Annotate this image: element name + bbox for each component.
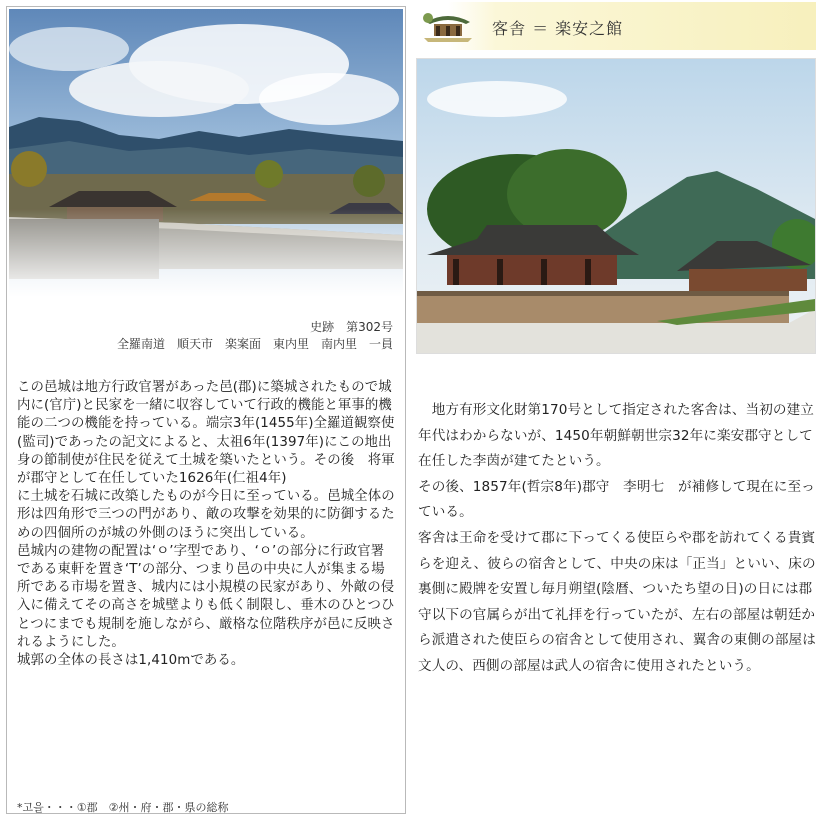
- left-paragraph: 邑城内の建物の配置は‘ㅇ’字型であり、‘ㅇ’の部分に行政官署である東軒を置き‘T’の部分、つまり邑の中央に人が集まる場所である市場を置き、城内には小規模の民家があり、外敵の侵入に備えてその高さを城壁よりも低く制限し、垂木のひとつひとつにまでも規制を施しながら、厳格な位階秩序が邑に反映されるようにした。: [17, 543, 395, 650]
- fortress-town-illustration: [9, 9, 403, 297]
- caption-location: 全羅南道 順天市 楽案面 東内里 南内里 一員: [116, 337, 393, 351]
- caption-heritage-number: 史跡 第302号: [310, 320, 393, 334]
- left-paragraph: に土城を石城に改築したものが今日に至っている。邑城全体の形は四角形で三つの門があり、敵の攻撃を効果的に防御するための四個所のが城の外側のほうに突出している。: [17, 489, 395, 541]
- guesthouse-illustration: [417, 59, 815, 353]
- fortress-town-photo: [9, 9, 403, 297]
- right-paragraph: その後、1857年(哲宗8年)郡守 李明七 が補修して現在に至っている。: [418, 478, 815, 521]
- pavilion-icon: [422, 6, 474, 46]
- left-panel: [6, 6, 406, 814]
- right-body-text: [418, 398, 816, 680]
- section-title: 客舎 ＝ 楽安之館: [492, 19, 624, 38]
- left-paragraph: 城郭の全体の長さは1,410mである。: [17, 653, 245, 669]
- guesthouse-photo: [416, 58, 816, 354]
- right-paragraph: 地方有形文化財第170号として指定された客舎は、当初の建立年代はわからないが、1450年朝鮮朝世宗32年に楽安郡守として在任した李茵が建てたという。: [418, 402, 814, 470]
- left-paragraph: この邑城は地方行政官署があった邑(郡)に築城されたもので城内に(官庁)と民家を一緒に収容していて行政的機能と軍事的機能の二つの機能を持っている。端宗3年(1455年)全羅道観察使(監司)であったの記文によると、太祖6年(1397年)にこの地出身の節制使が住民を従えて土城を築いたという。その後 将軍が郡守として在任していた1626年(仁祖4年): [17, 380, 395, 487]
- left-body-text: [17, 379, 397, 670]
- right-paragraph: 客舎は王命を受けて郡に下ってくる使臣らや郡を訪れてくる貴賓らを迎え、彼らの宿舎として、中央の床は「正当」といい、床の裏側に殿牌を安置し毎月朔望(陰暦、ついたち望の日)の日には郡守以下の官属らが出て礼拝を行っていたが、左右の部屋は朝廷から派遣された使臣らの宿舎として使用され、翼舎の東側の部屋は文人の、西側の部屋は武人の宿舎に使用されたという。: [418, 529, 816, 674]
- section-header: [416, 2, 816, 50]
- footnote: *고을・・・①郡 ②州・府・郡・県の総称: [17, 801, 229, 814]
- heritage-caption: [117, 319, 393, 353]
